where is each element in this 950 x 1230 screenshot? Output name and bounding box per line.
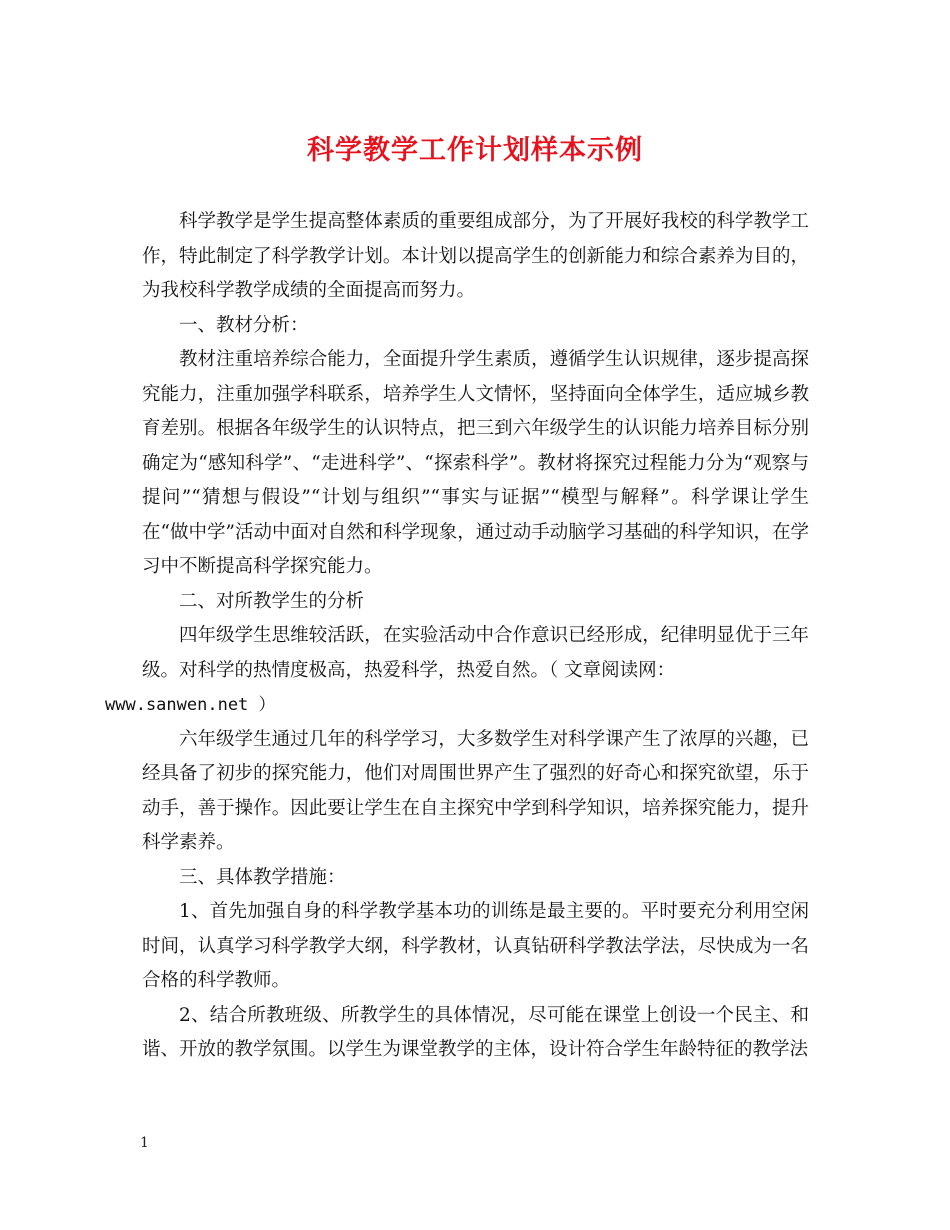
intro-paragraph: 科学教学是学生提高整体素质的重要组成部分，为了开展好我校的科学教学工作，特此制定了科学教学计划。本计划以提高学生的创新能力和综合素养为目的，为我校科学教学成绩的全面提高而努力。 xyxy=(142,211,809,301)
grade-six-paragraph: 六年级学生通过几年的科学学习，大多数学生对科学课产生了浓厚的兴趣，已经具备了初步的探究能力，他们对周围世界产生了强烈的好奇心和探究欲望，乐于动手，善于操作。因此要让学生在自主探究中学到科学知识，培养探究能力，提升科学素养。 xyxy=(142,728,809,853)
section-heading-students: 二、对所教学生的分析 xyxy=(179,590,365,612)
document-body xyxy=(105,205,809,1068)
page-number: 1 xyxy=(140,1135,149,1151)
grade-four-text: 四年级学生思维较活跃，在实验活动中合作意识已经形成，纪律明显优于三年级。对科学的热情度极高，热爱科学，热爱自然。（ 文章阅读网： xyxy=(142,625,809,681)
measure-two-paragraph: 2、结合所教班级、所教学生的具体情况，尽可能在课堂上创设一个民主、和谐、开放的教学氛围。以学生为课堂教学的主体，设计符合学生年龄特征的教学法 xyxy=(142,1004,809,1060)
textbook-analysis-paragraph: 教材注重培养综合能力，全面提升学生素质，遵循学生认识规律，逐步提高探究能力，注重加强学科联系，培养学生人文情怀，坚持面向全体学生，适应城乡教育差别。根据各年级学生的认识特点，把三到六年级学生的认识能力培养目标分别确定为“感知科学”、“走进科学”、“探索科学”。教材将探究过程能力分为“观察与提问”“猜想与假设”“计划与组织”“事实与证据”“模型与解释”。科学课让学生在“做中学”活动中面对自然和科学现象，通过动手动脑学习基础的科学知识，在学习中不断提高科学探究能力。 xyxy=(142,349,809,577)
section-heading-measures: 三、具体教学措施： xyxy=(179,866,346,888)
measure-one-paragraph: 1、首先加强自身的科学教学基本功的训练是最主要的。平时要充分利用空闲时间，认真学习科学教学大纲，科学教材，认真钻研科学教法学法，尽快成为一名合格的科学教师。 xyxy=(142,901,809,991)
section-heading-textbook: 一、教材分析： xyxy=(179,314,309,336)
source-url-text: www.sanwen.net ） xyxy=(105,695,276,715)
grade-four-paragraph xyxy=(105,619,809,723)
document-title: 科学教学工作计划样本示例 xyxy=(307,135,643,166)
